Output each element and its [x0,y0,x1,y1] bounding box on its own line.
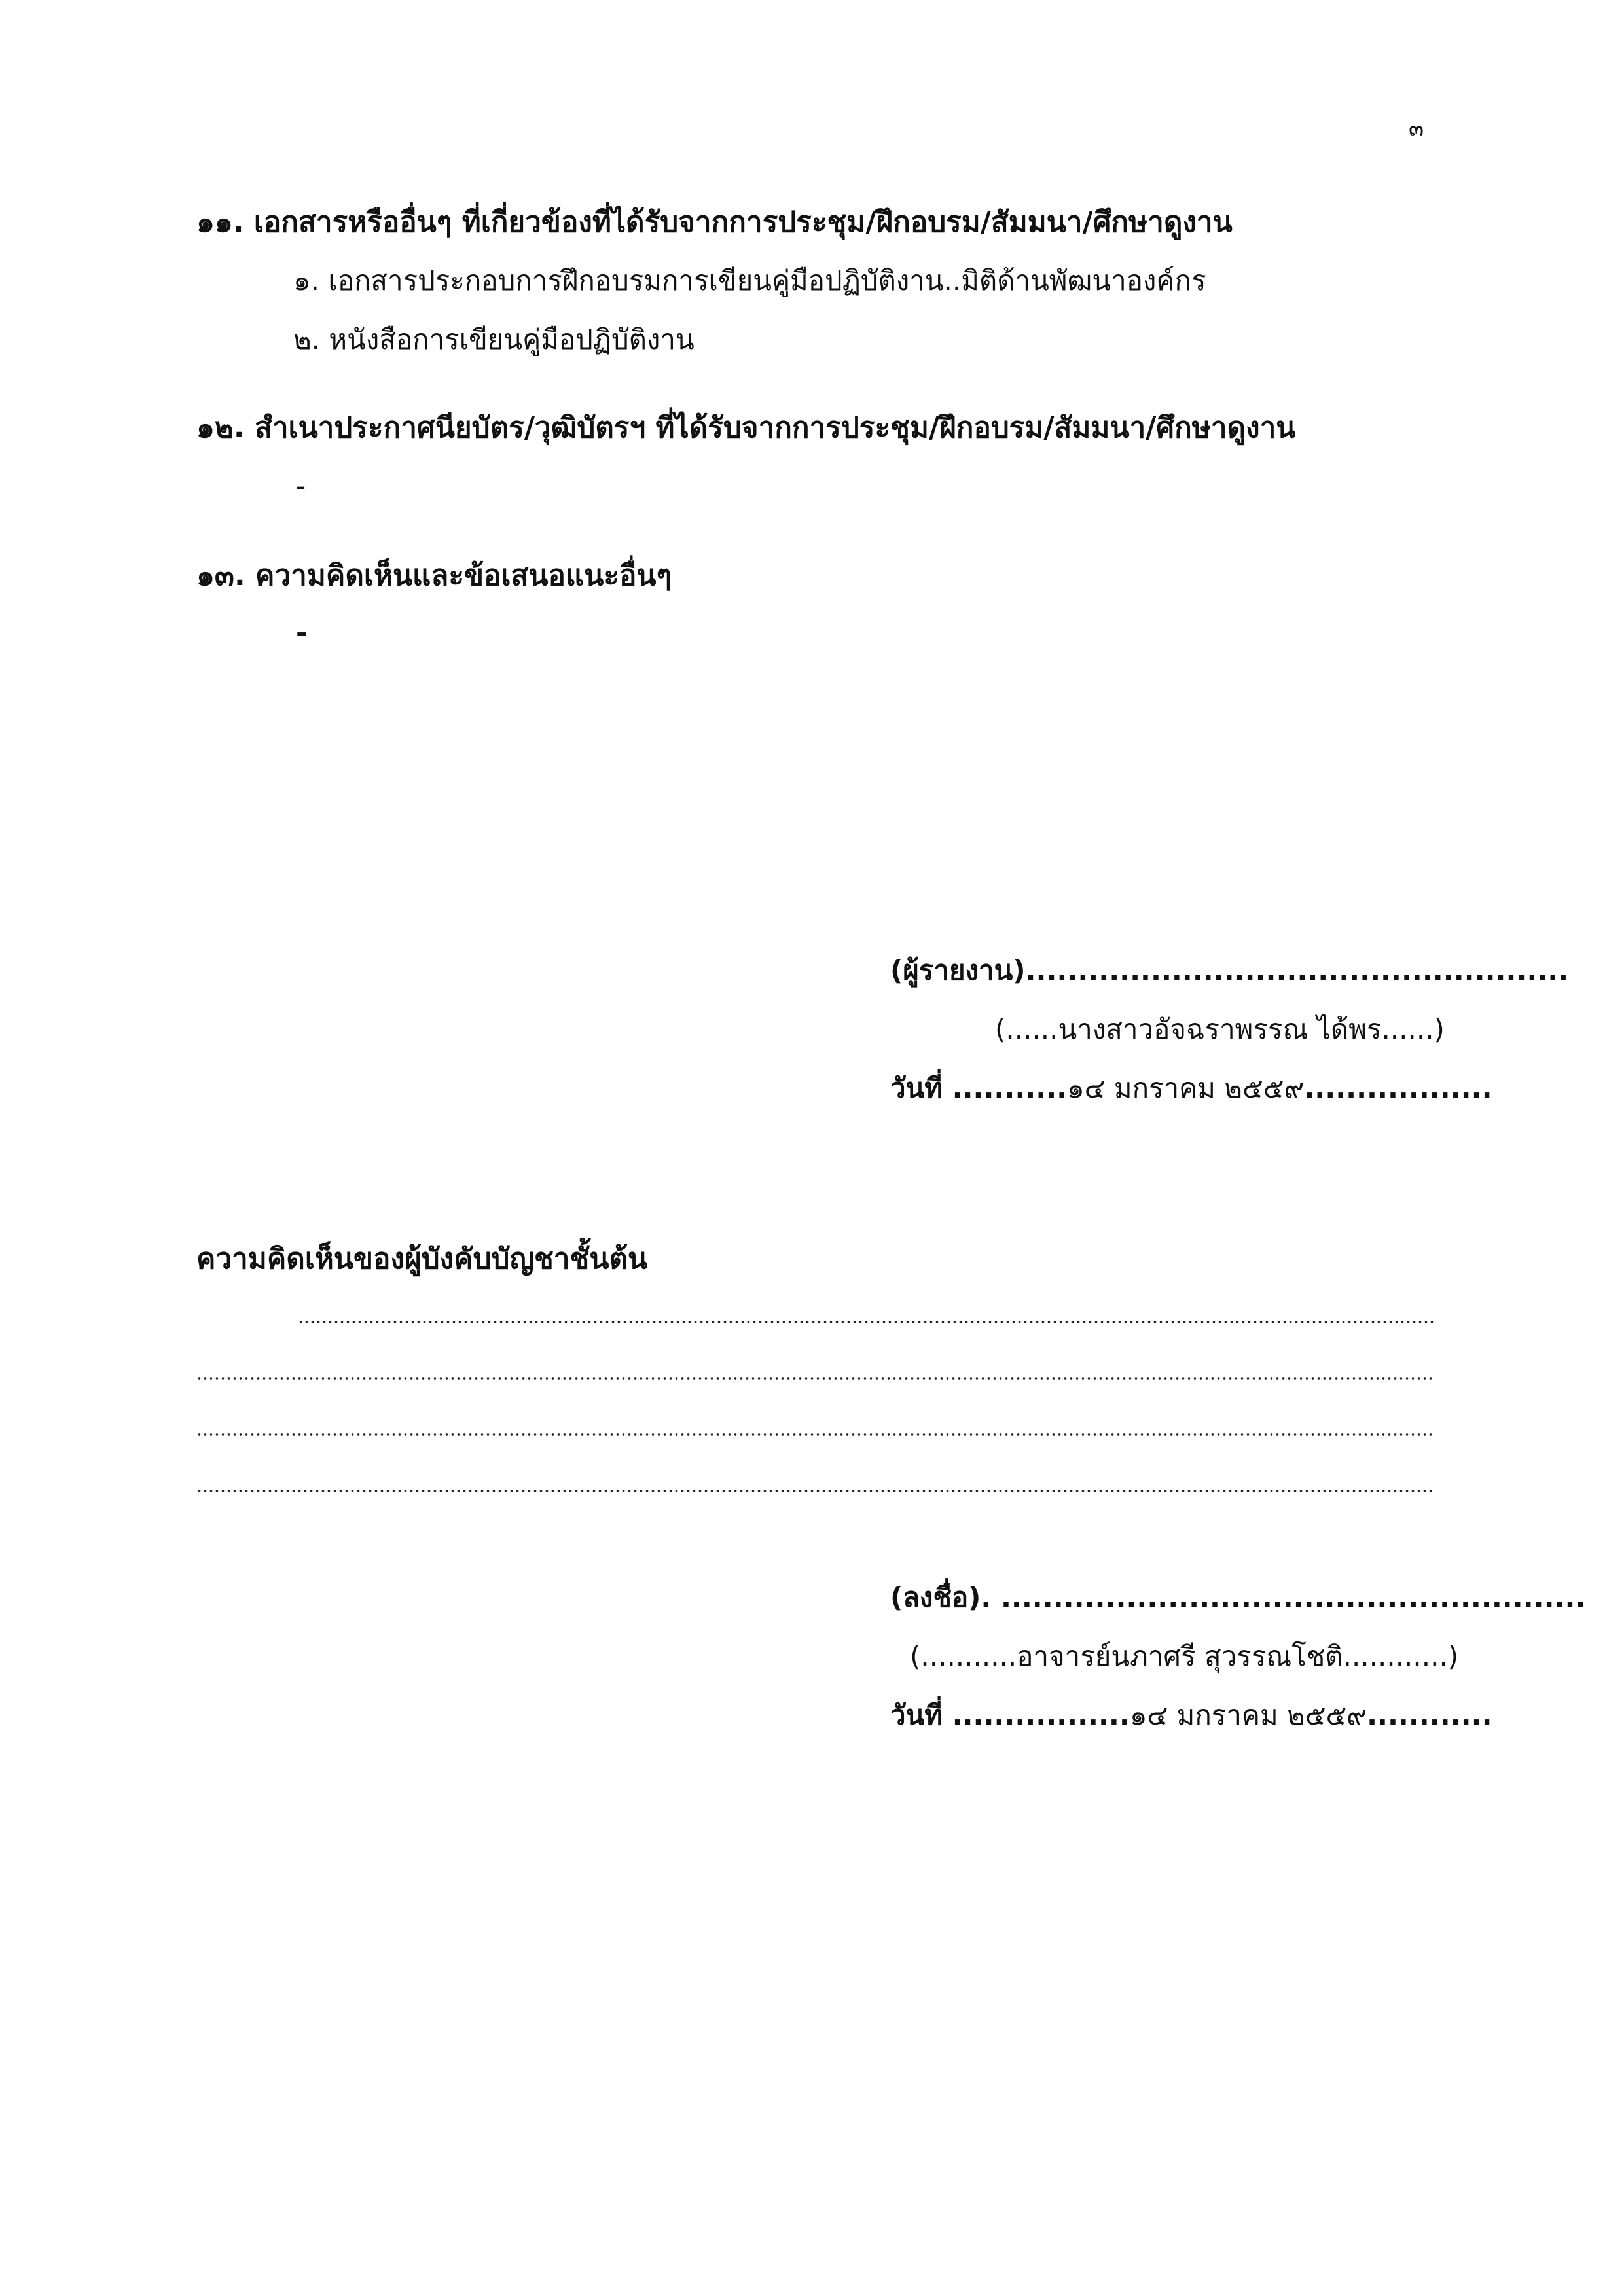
section-12-item-1: - [296,470,306,502]
comment-line-2 [196,1377,1434,1380]
signer-date [890,1699,1492,1731]
comment-line-3 [196,1433,1434,1436]
reporter-name: (......นางสาวอัจฉราพรรณ ได้พร......) [995,1013,1445,1045]
section-13-item-1: - [296,617,308,649]
signer-date-label: วันที่ ................. [890,1699,1130,1731]
reporter-date [890,1072,1492,1104]
signer-date-trail: ............ [1367,1699,1492,1731]
section-13-heading: ๑๓. ความคิดเห็นและข้อเสนอแนะอื่นๆ [196,559,672,592]
signer-signature-line: (ลงชื่อ). ........................................................ [890,1581,1586,1613]
supervisor-comments-heading: ความคิดเห็นของผู้บังคับบัญชาชั้นต้น [196,1242,648,1276]
section-11-item-2: ๒. หนังสือการเขียนคู่มือปฏิบัติงาน [293,323,695,355]
comment-line-4 [196,1490,1434,1492]
section-12-heading: ๑๒. สำเนาประกาศนียบัตร/วุฒิบัตรฯ ที่ได้รับจากการประชุม/ฝึกอบรม/สัมมนา/ศึกษาดูงาน [196,411,1296,444]
reporter-date-trail: .................. [1304,1072,1492,1104]
page-number: ๓ [1409,116,1424,142]
signer-date-value: ๑๔ มกราคม ๒๕๕๙ [1129,1699,1367,1731]
section-11-heading: ๑๑. เอกสารหรืออื่นๆ ที่เกี่ยวข้องที่ได้รับจากการประชุม/ฝึกอบรม/สัมมนา/ศึกษาดูงาน [196,206,1233,239]
reporter-date-label: วันที่ ........... [890,1072,1068,1104]
section-11-item-1: ๑. เอกสารประกอบการฝึกอบรมการเขียนคู่มือปฏิบัติงาน..มิติด้านพัฒนาองค์กร [293,264,1206,296]
reporter-date-value: ๑๔ มกราคม ๒๕๕๙ [1067,1072,1305,1104]
reporter-signature-line: (ผู้รายงาน).................................................... [890,954,1569,986]
comment-line-1 [298,1321,1434,1323]
signer-name: (...........อาจารย์นภาศรี สุวรรณโชติ............) [910,1640,1459,1672]
